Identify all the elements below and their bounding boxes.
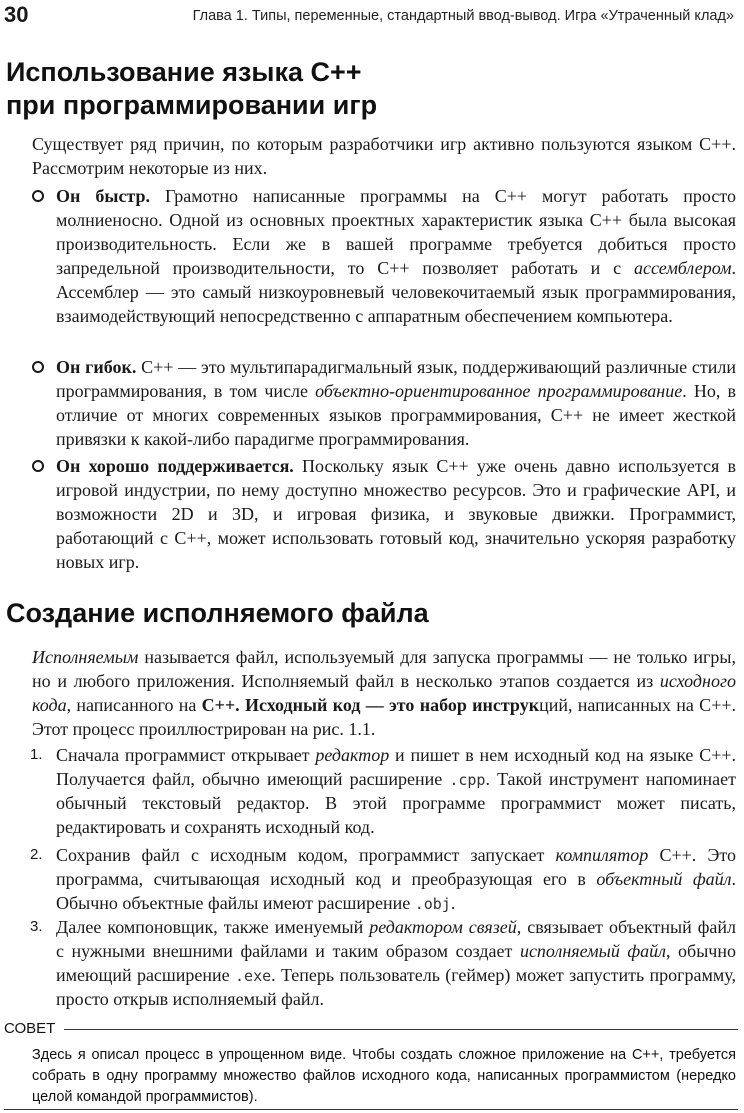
bullet-lead: Он быстр. [56,186,151,206]
term-emphasis: исходного кода [32,671,736,715]
paragraph-text: , написанного на [66,695,202,715]
bullet-text: Грамотно написанные программы на С++ могут работать просто молниеносно. Одной из основных проектных характеристик языка С++ была высокая производительность. Если же в вашей программе требуется добиться просто запредельной производительности, то С++ позволяет работать и с [56,186,736,278]
heading-line: Использование языка С++ [6,57,362,87]
numbered-step [30,915,736,1011]
step-text: Далее компоновщик, также именуемый [56,917,370,937]
step-text: , обычно имеющий расширение [56,941,736,985]
step-text: и пишет в нем исходный код на языке С++. Получается файл, обычно имеющий расширение [56,745,736,789]
step-text: . Такой инструмент напоминает обычный текстовый редактор. В этой программе программист может писать, редактировать и сохранять исходный код. [56,769,737,837]
code-extension: .exe [235,967,272,985]
term-emphasis: исполняемый файл [519,941,667,961]
step-text: Сначала программист открывает [56,745,316,765]
bullet-text: Поскольку язык С++ уже очень давно используется в игровой индустрии, по нему доступно множество ресурсов. Это и графические API, и возможности 2D и 3D, и игровая физика, и звуковые движки. Программист, работающий с С++, может использовать готовый код, значительно ускоряя разработку новых игр. [56,456,736,572]
step-text: С++. Это программа, считывающая исходный код и преобразующая его в [56,845,736,889]
step-text: , связывает объектный файл с нужными внешними файлами и таким образом создает [56,917,736,961]
bullet-item [30,454,736,574]
bold-text: С++. Исходный код — это набор инструк [201,695,540,715]
bullet-lead: Он хорошо поддерживается. [56,456,294,476]
tip-text: Здесь я описал процесс в упрощенном виде. Чтобы создать сложное приложение на С++, требуется собрать в одну программу множество файлов исходного кода, написанных программистом (нередко целой командой программистов). [32,1047,736,1105]
numbered-step [30,743,736,839]
section-heading-cpp-games [6,56,726,122]
term-emphasis: редактор [315,745,390,765]
term-emphasis: компилятор [555,845,649,865]
intro-paragraph: Существует ряд причин, по которым разработчики игр активно пользуются языком С++. Рассмотрим некоторые из них. [32,134,736,178]
step-number: 2. [30,846,43,863]
tip-label: СОВЕТ [4,1020,56,1037]
bullet-item [30,355,736,451]
bullet-lead: Он гибок. [56,357,137,377]
bullet-text: . Ассемблер — это самый низкоуровневый человекочитаемый язык программирования, взаимодействующий непосредственно с аппаратным обеспечением компьютера. [56,258,736,326]
page-number: 30 [4,2,29,27]
bullet-marker-icon [32,361,44,373]
step-number: 3. [30,918,43,935]
running-head: Глава 1. Типы, переменные, стандартный ввод-вывод. Игра «Утраченный клад» [192,8,734,24]
bullet-marker-icon [32,190,44,202]
tip-divider [64,1029,738,1030]
term-emphasis: объектный файл [596,869,732,889]
step-text: Сохранив файл с исходным кодом, программист запускает [56,845,556,865]
paragraph-text: ций, написанных на С++. Этот процесс проиллюстрирован на рис. 1.1. [32,695,736,739]
bullet-emphasis: ассемблером [634,258,732,278]
bullet-marker-icon [32,460,44,472]
heading-line: при программировании игр [6,90,378,120]
term-emphasis: редактором связей [369,917,517,937]
step-text: . Обычно объектные файлы имеют расширение [56,869,736,913]
section-heading-executable: Создание исполняемого файла [6,598,429,628]
step-text: . [450,893,456,913]
code-extension: .obj [414,895,451,913]
paragraph-text: называется файл, используемый для запуска программы — не только игры, но и любого приложения. Исполняемый файл в несколько этапов создается из [32,647,736,691]
bullet-text: С++ — это мультипарадигмальный язык, поддерживающий различные стили программирования, в том числе [56,357,736,401]
tip-bottom-divider [4,1109,738,1110]
numbered-step [30,843,736,915]
section2-intro [32,645,736,741]
term-emphasis: Исполняемым [32,647,139,667]
step-number: 1. [30,746,43,763]
bullet-item [30,184,736,328]
bullet-text: . Но, в отличие от многих современных языков программирования, С++ не имеет жесткой привязки к какой-либо парадигме программирования. [56,381,736,449]
step-text: . Теперь пользователь (геймер) может запустить программу, просто открыв исполняемый файл. [56,965,736,1009]
bullet-emphasis: объектно-ориентированное программирование [315,381,683,401]
code-extension: .cpp [449,771,486,789]
